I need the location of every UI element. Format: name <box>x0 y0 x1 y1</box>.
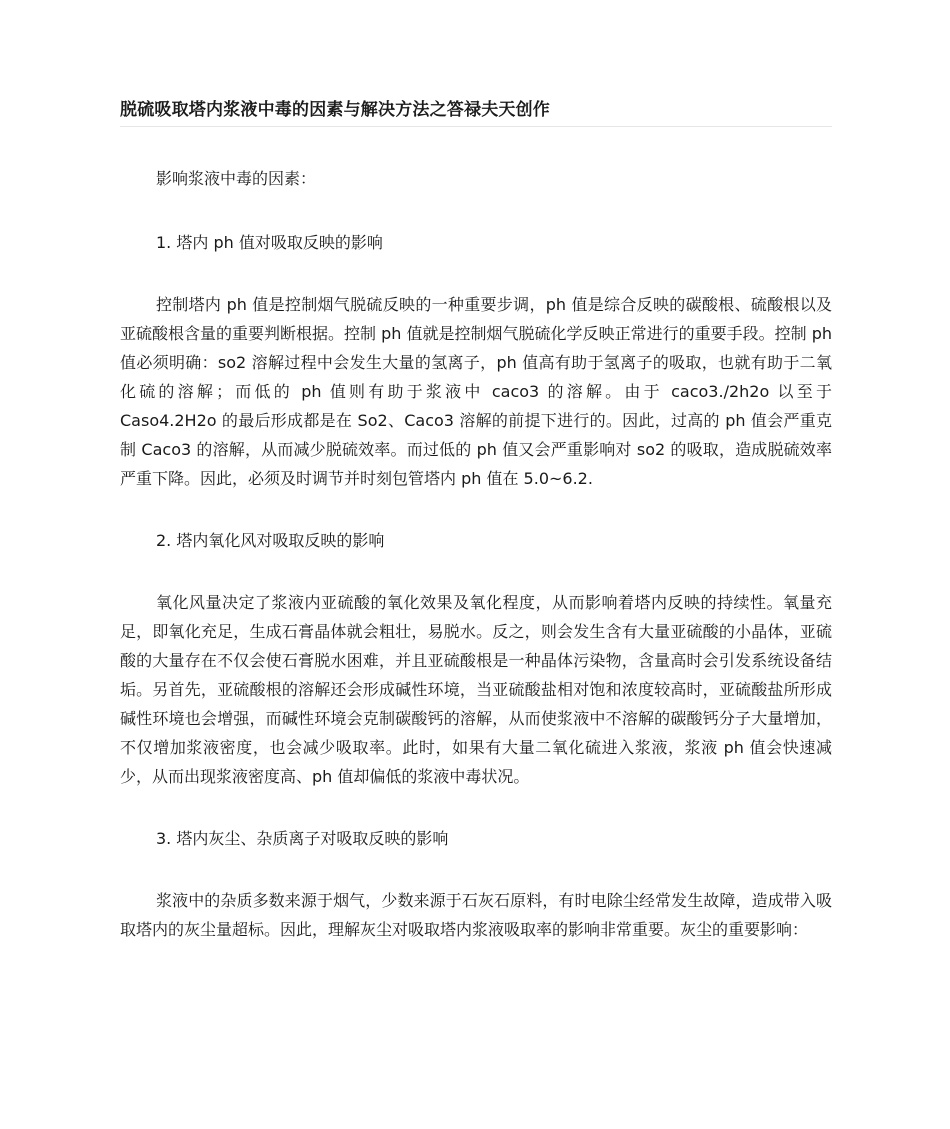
section-body-2: 氧化风量决定了浆液内亚硫酸的氧化效果及氧化程度，从而影响着塔内反映的持续性。氧量充足，即氧化充足，生成石膏晶体就会粗壮，易脱水。反之，则会发生含有大量亚硫酸的小晶体，亚硫酸的大量存在不仅会使石膏脱水困难，并且亚硫酸根是一种晶体污染物，含量高时会引发系统设备结垢。另首先，亚硫酸根的溶解还会形成碱性环境，当亚硫酸盐相对饱和浓度较高时，亚硫酸盐所形成碱性环境也会增强，而碱性环境会克制碳酸钙的溶解，从而使浆液中不溶解的碳酸钙分子大量增加，不仅增加浆液密度，也会减少吸取率。此时，如果有大量二氧化硫进入浆液，浆液 ph 值会快速减少，从而出现浆液密度高、ph 值却偏低的浆液中毒状况。 <box>120 593 832 786</box>
section-heading-2: 2. 塔内氧化风对吸取反映的影响 <box>156 531 385 550</box>
document-page <box>120 96 832 944</box>
intro-line: 影响浆液中毒的因素： <box>156 169 317 188</box>
section-body-1: 控制塔内 ph 值是控制烟气脱硫反映的一种重要步调，ph 值是综合反映的碳酸根、硫酸根以及亚硫酸根含量的重要判断根据。控制 ph 值就是控制烟气脱硫化学反映正常进行的重要手段。控制 ph 值必须明确：so2 溶解过程中会发生大量的氢离子，ph 值高有助于氢离子的吸取，也就有助于二氧化硫的溶解；而低的 ph 值则有助于浆液中 caco3 的溶解。由于 caco3./2h2o 以至于 Caso4.2H2o 的最后形成都是在 So2、Caco3 溶解的前提下进行的。因此，过高的 ph 值会严重克制 Caco3 的溶解，从而减少脱硫效率。而过低的 ph 值又会严重影响对 so2 的吸取，造成脱硫效率严重下降。因此，必须及时调节并时刻包管塔内 ph 值在 5.0~6.2. <box>120 295 832 488</box>
document-title: 脱硫吸取塔内浆液中毒的因素与解决方法之答禄夫天创作 <box>120 96 832 127</box>
section-body-3: 浆液中的杂质多数来源于烟气，少数来源于石灰石原料，有时电除尘经常发生故障，造成带入吸取塔内的灰尘量超标。因此，理解灰尘对吸取塔内浆液吸取率的影响非常重要。灰尘的重要影响： <box>120 891 832 939</box>
section-heading-3: 3. 塔内灰尘、杂质离子对吸取反映的影响 <box>156 829 449 848</box>
section-heading-1: 1. 塔内 ph 值对吸取反映的影响 <box>156 233 383 252</box>
